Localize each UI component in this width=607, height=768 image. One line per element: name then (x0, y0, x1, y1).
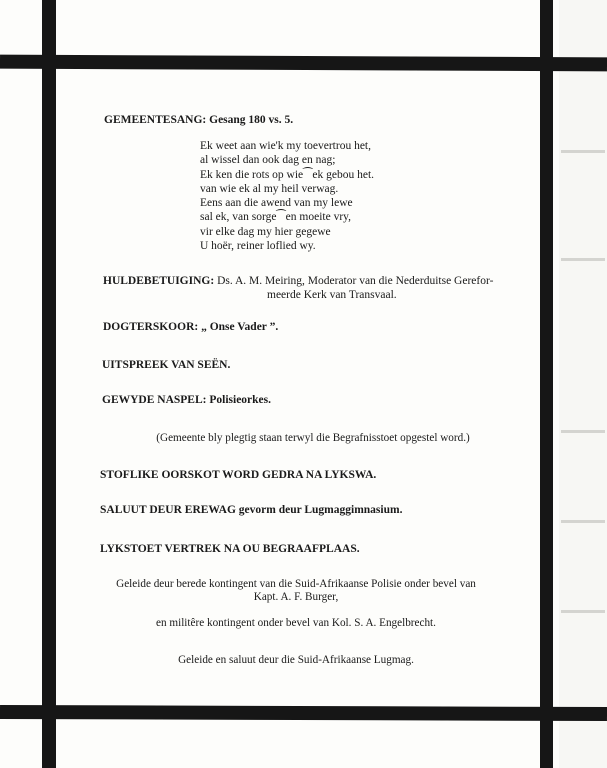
gemeentesang-detail: Gesang 180 vs. 5. (209, 114, 294, 126)
geleide-line1: Geleide deur berede kontingent van die Suid-Afrikaanse Polisie onder bevel van (116, 578, 476, 590)
saluut-detail: gevorm deur Lugmaggimnasium. (238, 504, 403, 516)
lykstoet-heading: LYKSTOET VERTREK NA OU BEGRAAFPLAAS. (100, 543, 360, 555)
saluut-heading (100, 503, 530, 517)
hymn-line: sal ek, van sorge⁀en moeite vry, (200, 211, 352, 224)
mourning-border-top (0, 55, 607, 72)
huldebetuiging-label: HULDEBETUIGING: (103, 275, 215, 287)
saluut-label: SALUUT DEUR EREWAG (100, 504, 236, 516)
naspel-heading (102, 393, 532, 407)
mourning-border-left (42, 0, 56, 768)
programme-content (56, 70, 540, 706)
stoflike-heading: STOFLIKE OORSKOT WORD GEDRA NA LYKSWA. (100, 469, 377, 481)
hymn-line: al wissel dan ook dag en nag; (200, 154, 336, 167)
mourning-border-bottom (0, 705, 607, 721)
hymn-line: Ek weet aan wie'k my toevertrou het, (200, 140, 371, 152)
naspel-label: GEWYDE NASPEL: (102, 394, 207, 406)
geleide-military: en militêre kontingent onder bevel van Kol. S. A. Engelbrecht. (156, 617, 436, 629)
bleed-through-mark (561, 610, 605, 613)
hymn-verse (200, 139, 500, 253)
hymn-line: vir elke dag my hier gegewe (200, 225, 331, 238)
naspel-detail: Polisieorkes. (209, 394, 272, 406)
hymn-line: U hoër, reiner loflied wy. (200, 240, 316, 253)
bleed-through-mark (561, 520, 605, 523)
uitspreek-heading (102, 358, 532, 372)
geleide-lugmag: Geleide en saluut deur die Suid-Afrikaanse Lugmag. (178, 654, 414, 666)
geleide-line2: Kapt. A. F. Burger, (253, 591, 339, 603)
hymn-line: van wie ek al my heil verwag. (200, 182, 339, 195)
bleed-through-mark (561, 430, 605, 433)
congregation-instruction: (Gemeente bly plegtig staan terwyl die Begrafnisstoet opgestel word.) (156, 432, 470, 444)
huldebetuiging-entry (103, 274, 543, 302)
dogterskoor-heading (103, 320, 533, 334)
hymn-line: Ek ken die rots op wie⁀ek gebou het. (200, 168, 375, 181)
huldebetuiging-line2: meerde Kerk van Transvaal. (267, 289, 397, 301)
bleed-through-mark (561, 258, 605, 261)
gemeentesang-heading (104, 113, 534, 127)
mourning-border-right (540, 0, 553, 768)
uitspreek-label: UITSPREEK VAN SEËN. (102, 359, 231, 371)
huldebetuiging-line1: Ds. A. M. Meiring, Moderator van die Nederduitse Gerefor- (217, 275, 494, 287)
geleide-paragraph (96, 578, 496, 604)
adjacent-page-edge (559, 0, 607, 768)
gemeentesang-label: GEMEENTESANG: (104, 114, 207, 126)
dogterskoor-detail: „ Onse Vader ”. (201, 321, 279, 333)
dogterskoor-label: DOGTERSKOOR: (103, 321, 199, 333)
hymn-line: Eens aan die awend van my lewe (200, 197, 353, 210)
bleed-through-mark (561, 150, 605, 153)
